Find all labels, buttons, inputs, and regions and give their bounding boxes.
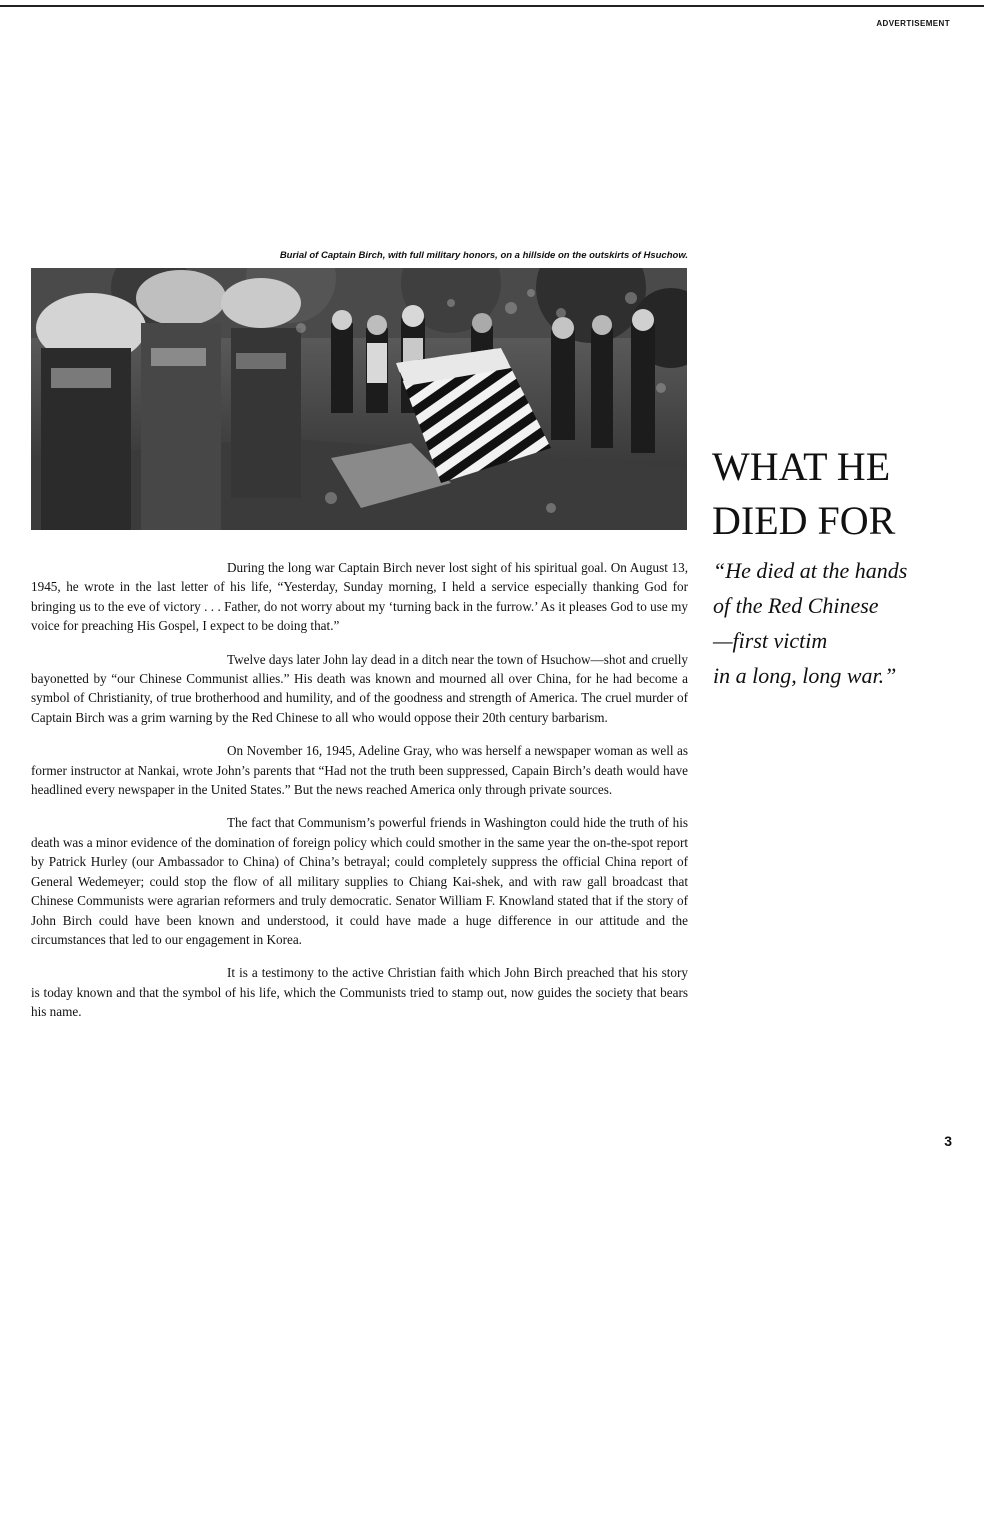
headline-line: DIED FOR (712, 498, 896, 543)
pull-quote-line: of the Red Chinese (713, 593, 879, 618)
body-paragraph: On November 16, 1945, Adeline Gray, who was herself a newspaper woman as well as former instructor at Nankai, wrote John’s parents that “Had not the truth been suppressed, Capain Birch’s death would have headlined every newspaper in the United States.” But the news reached America only through private sources. (31, 743, 688, 798)
pull-quote-line: in a long, long war.” (713, 663, 897, 688)
burial-photo (31, 268, 687, 530)
photo-caption: Burial of Captain Birch, with full military honors, on a hillside on the outskirts of Hsuchow. (279, 250, 688, 261)
body-paragraph: During the long war Captain Birch never lost sight of his spiritual goal. On August 13, 1945, he wrote in the last letter of his life, “Yesterday, Sunday morning, I held a service especially thanking God for bringing us to the eve of victory . . . Father, do not worry about my ‘turning back in the furrow.’ As it pleases God to use my voice for preaching His Gospel, I expect to be doing that.” (31, 560, 688, 634)
body-paragraph: Twelve days later John lay dead in a ditch near the town of Hsuchow—shot and cruelly bayonetted by “our Chinese Communist allies.” His death was known and mourned all over China, for he had become a symbol of Christianity, of true brotherhood and humility, and of the goodness and strength of America. The cruel murder of Captain Birch was a grim warning by the Red Chinese to all who would oppose their 20th century barbarism. (31, 651, 688, 725)
page-number: 3 (944, 1133, 952, 1149)
body-paragraph: The fact that Communism’s powerful friends in Washington could hide the truth of his death was a minor evidence of the domination of foreign policy which could smother in the same year the on-the-spot report by Patrick Hurley (our Ambassador to China) of China’s betrayal; could completely suppress the official China report of General Wedemeyer; could stop the flow of all military supplies to Chiang Kai-shek, and with raw gall broadcast that Chinese Communists were agrarian reformers and truly democratic. Senator William F. Knowland stated that if the story of John Birch could have been known and understood, it could have made a huge difference in our attitude and the circumstances that led to our engagement in Korea. (31, 815, 688, 947)
pull-quote (713, 553, 973, 693)
body-paragraph: It is a testimony to the active Christian faith which John Birch preached that his story is today known and that the symbol of his life, which the Communists tried to stamp out, now guides the society that bears his name. (31, 965, 688, 1020)
headline (712, 440, 972, 548)
top-rule (0, 5, 984, 7)
headline-line: WHAT HE (712, 444, 891, 489)
advertisement-label: ADVERTISEMENT (876, 19, 950, 28)
article-body (31, 558, 688, 1036)
burial-photo-illustration (31, 268, 687, 530)
pull-quote-line: —first victim (713, 628, 828, 653)
pull-quote-line: “He died at the hands (713, 558, 908, 583)
